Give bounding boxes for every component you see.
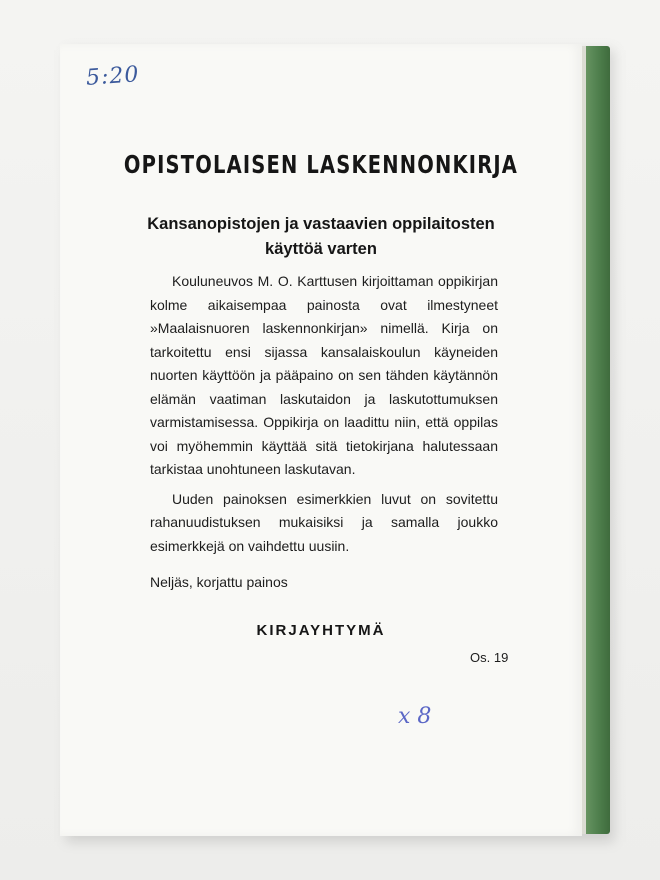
subtitle-line-2: käyttöä varten bbox=[265, 240, 377, 258]
subtitle-line-1: Kansanopistojen ja vastaavien oppilaitosten bbox=[147, 215, 495, 233]
description-paragraph-2: Uuden painoksen esimerkkien luvut on sovitettu rahanuudistuksen mukaisiksi ja samalla joukko esimerkkejä on vaihdettu uusiin. bbox=[150, 490, 498, 554]
handwritten-mark: x 8 bbox=[398, 704, 432, 729]
catalog-code: Os. 19 bbox=[470, 650, 509, 665]
edition-note: Neljäs, korjattu painos bbox=[150, 574, 288, 590]
description-text bbox=[150, 270, 498, 564]
description-paragraph-1: Kouluneuvos M. O. Karttusen kirjoittaman oppikirjan kolme aikaisempaa painosta ovat ilmestyneet »Maalaisnuoren laskennonkirjan» nimellä. Kirja on tarkoitettu ensi sijassa kansalaiskoulun käyneiden nuorten käyttöön ja pääpaino on sen tähden käytännön elämän vaatiman laskutaidon ja laskutottumuksen varmistamisessa. Oppikirja on laadittu niin, että oppilas voi myöhemmin käyttää sitä tietokirjana halutessaan tarkistaa unohtuneen laskutavan. bbox=[150, 273, 498, 477]
book-spine bbox=[582, 46, 610, 834]
handwritten-price: 5:20 bbox=[85, 62, 141, 91]
publisher-name: KIRJAYHTYMÄ bbox=[256, 622, 386, 639]
book-title: OPISTOLAISEN LASKENNONKIRJA bbox=[123, 150, 519, 179]
book-subtitle bbox=[60, 212, 582, 262]
